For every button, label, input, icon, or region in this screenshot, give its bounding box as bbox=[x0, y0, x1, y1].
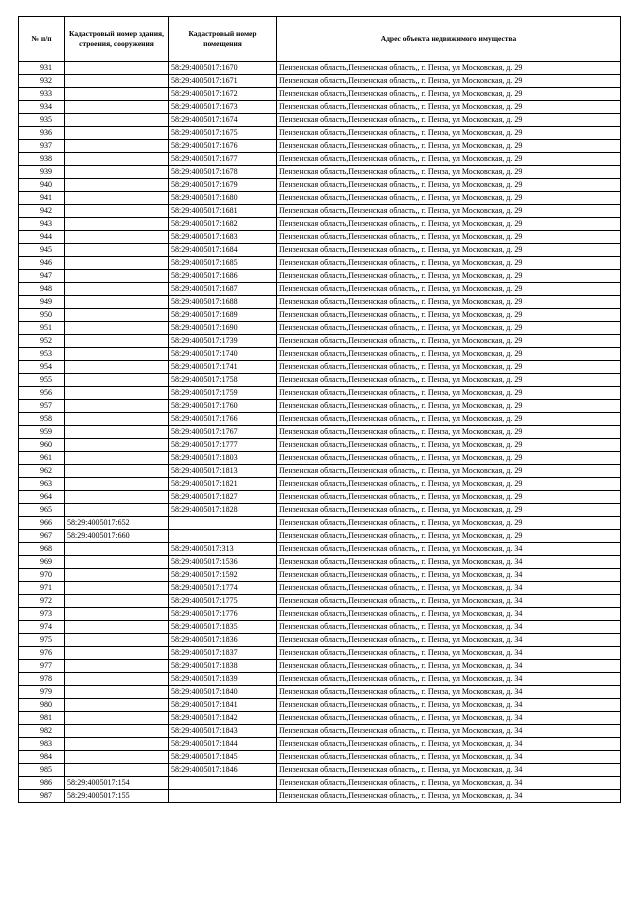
room-cadastral-cell: 58:29:4005017:1758 bbox=[169, 374, 277, 387]
address-cell: Пензенская область,Пензенская область,, г. Пенза, ул Московская, д. 29 bbox=[277, 192, 621, 205]
building-cadastral-cell bbox=[65, 660, 169, 673]
row-number: 967 bbox=[19, 530, 65, 543]
building-cadastral-cell bbox=[65, 387, 169, 400]
building-cadastral-cell bbox=[65, 88, 169, 101]
row-number: 971 bbox=[19, 582, 65, 595]
row-number: 934 bbox=[19, 101, 65, 114]
row-number: 984 bbox=[19, 751, 65, 764]
table-row bbox=[19, 608, 621, 621]
address-cell: Пензенская область,Пензенская область,, г. Пенза, ул Московская, д. 34 bbox=[277, 738, 621, 751]
table-row bbox=[19, 153, 621, 166]
row-number: 951 bbox=[19, 322, 65, 335]
address-cell: Пензенская область,Пензенская область,, г. Пенза, ул Московская, д. 29 bbox=[277, 361, 621, 374]
building-cadastral-cell bbox=[65, 231, 169, 244]
building-cadastral-cell bbox=[65, 244, 169, 257]
address-cell: Пензенская область,Пензенская область,, г. Пенза, ул Московская, д. 29 bbox=[277, 504, 621, 517]
address-cell: Пензенская область,Пензенская область,, г. Пенза, ул Московская, д. 29 bbox=[277, 101, 621, 114]
row-number: 981 bbox=[19, 712, 65, 725]
building-cadastral-cell: 58:29:4005017:652 bbox=[65, 517, 169, 530]
building-cadastral-cell bbox=[65, 127, 169, 140]
building-cadastral-cell bbox=[65, 348, 169, 361]
row-number: 942 bbox=[19, 205, 65, 218]
table-row bbox=[19, 582, 621, 595]
row-number: 959 bbox=[19, 426, 65, 439]
row-number: 944 bbox=[19, 231, 65, 244]
building-cadastral-cell bbox=[65, 426, 169, 439]
room-cadastral-cell: 58:29:4005017:1828 bbox=[169, 504, 277, 517]
table-row bbox=[19, 244, 621, 257]
room-cadastral-cell: 58:29:4005017:1739 bbox=[169, 335, 277, 348]
table-row bbox=[19, 335, 621, 348]
address-cell: Пензенская область,Пензенская область,, г. Пенза, ул Московская, д. 29 bbox=[277, 335, 621, 348]
building-cadastral-cell bbox=[65, 257, 169, 270]
address-cell: Пензенская область,Пензенская область,, г. Пенза, ул Московская, д. 29 bbox=[277, 153, 621, 166]
address-cell: Пензенская область,Пензенская область,, г. Пенза, ул Московская, д. 29 bbox=[277, 413, 621, 426]
room-cadastral-cell: 58:29:4005017:1673 bbox=[169, 101, 277, 114]
room-cadastral-cell: 58:29:4005017:1682 bbox=[169, 218, 277, 231]
row-number: 941 bbox=[19, 192, 65, 205]
table-row bbox=[19, 270, 621, 283]
row-number: 937 bbox=[19, 140, 65, 153]
address-cell: Пензенская область,Пензенская область,, г. Пенза, ул Московская, д. 34 bbox=[277, 556, 621, 569]
table-row bbox=[19, 530, 621, 543]
table-row bbox=[19, 322, 621, 335]
address-cell: Пензенская область,Пензенская область,, г. Пенза, ул Московская, д. 29 bbox=[277, 140, 621, 153]
room-cadastral-cell: 58:29:4005017:1827 bbox=[169, 491, 277, 504]
table-row bbox=[19, 790, 621, 803]
table-row bbox=[19, 88, 621, 101]
row-number: 947 bbox=[19, 270, 65, 283]
row-number: 955 bbox=[19, 374, 65, 387]
row-number: 953 bbox=[19, 348, 65, 361]
table-row bbox=[19, 62, 621, 75]
table-row bbox=[19, 504, 621, 517]
address-cell: Пензенская область,Пензенская область,, г. Пенза, ул Московская, д. 34 bbox=[277, 725, 621, 738]
room-cadastral-cell: 58:29:4005017:1670 bbox=[169, 62, 277, 75]
table-row bbox=[19, 231, 621, 244]
table-body bbox=[19, 62, 621, 803]
row-number: 983 bbox=[19, 738, 65, 751]
table-row bbox=[19, 140, 621, 153]
address-cell: Пензенская область,Пензенская область,, г. Пенза, ул Московская, д. 34 bbox=[277, 595, 621, 608]
building-cadastral-cell bbox=[65, 582, 169, 595]
row-number: 962 bbox=[19, 465, 65, 478]
building-cadastral-cell: 58:29:4005017:660 bbox=[65, 530, 169, 543]
row-number: 977 bbox=[19, 660, 65, 673]
room-cadastral-cell: 58:29:4005017:1775 bbox=[169, 595, 277, 608]
table-row bbox=[19, 543, 621, 556]
room-cadastral-cell: 58:29:4005017:1683 bbox=[169, 231, 277, 244]
building-cadastral-cell bbox=[65, 504, 169, 517]
room-cadastral-cell: 58:29:4005017:1776 bbox=[169, 608, 277, 621]
building-cadastral-cell bbox=[65, 413, 169, 426]
header-building-cadastral: Кадастровый номер здания, строения, сооружения bbox=[65, 17, 169, 62]
building-cadastral-cell bbox=[65, 764, 169, 777]
address-cell: Пензенская область,Пензенская область,, г. Пенза, ул Московская, д. 34 bbox=[277, 764, 621, 777]
row-number: 949 bbox=[19, 296, 65, 309]
room-cadastral-cell: 58:29:4005017:1846 bbox=[169, 764, 277, 777]
row-number: 952 bbox=[19, 335, 65, 348]
row-number: 939 bbox=[19, 166, 65, 179]
row-number: 975 bbox=[19, 634, 65, 647]
row-number: 935 bbox=[19, 114, 65, 127]
row-number: 974 bbox=[19, 621, 65, 634]
row-number: 965 bbox=[19, 504, 65, 517]
row-number: 972 bbox=[19, 595, 65, 608]
row-number: 938 bbox=[19, 153, 65, 166]
room-cadastral-cell: 58:29:4005017:1767 bbox=[169, 426, 277, 439]
room-cadastral-cell: 58:29:4005017:1777 bbox=[169, 439, 277, 452]
building-cadastral-cell bbox=[65, 751, 169, 764]
table-row bbox=[19, 660, 621, 673]
row-number: 948 bbox=[19, 283, 65, 296]
address-cell: Пензенская область,Пензенская область,, г. Пенза, ул Московская, д. 29 bbox=[277, 387, 621, 400]
address-cell: Пензенская область,Пензенская область,, г. Пенза, ул Московская, д. 29 bbox=[277, 270, 621, 283]
building-cadastral-cell bbox=[65, 361, 169, 374]
table-row bbox=[19, 192, 621, 205]
address-cell: Пензенская область,Пензенская область,, г. Пенза, ул Московская, д. 29 bbox=[277, 88, 621, 101]
room-cadastral-cell bbox=[169, 530, 277, 543]
table-row bbox=[19, 738, 621, 751]
table-row bbox=[19, 452, 621, 465]
table-row bbox=[19, 283, 621, 296]
room-cadastral-cell: 58:29:4005017:1836 bbox=[169, 634, 277, 647]
table-row bbox=[19, 634, 621, 647]
room-cadastral-cell: 58:29:4005017:1842 bbox=[169, 712, 277, 725]
building-cadastral-cell bbox=[65, 452, 169, 465]
building-cadastral-cell bbox=[65, 309, 169, 322]
table-row bbox=[19, 127, 621, 140]
room-cadastral-cell: 58:29:4005017:1536 bbox=[169, 556, 277, 569]
building-cadastral-cell: 58:29:4005017:155 bbox=[65, 790, 169, 803]
table-row bbox=[19, 426, 621, 439]
room-cadastral-cell: 58:29:4005017:1689 bbox=[169, 309, 277, 322]
row-number: 980 bbox=[19, 699, 65, 712]
building-cadastral-cell bbox=[65, 140, 169, 153]
address-cell: Пензенская область,Пензенская область,, г. Пенза, ул Московская, д. 29 bbox=[277, 179, 621, 192]
building-cadastral-cell bbox=[65, 101, 169, 114]
address-cell: Пензенская область,Пензенская область,, г. Пенза, ул Московская, д. 29 bbox=[277, 62, 621, 75]
address-cell: Пензенская область,Пензенская область,, г. Пенза, ул Московская, д. 29 bbox=[277, 439, 621, 452]
building-cadastral-cell bbox=[65, 322, 169, 335]
building-cadastral-cell bbox=[65, 374, 169, 387]
row-number: 940 bbox=[19, 179, 65, 192]
address-cell: Пензенская область,Пензенская область,, г. Пенза, ул Московская, д. 29 bbox=[277, 478, 621, 491]
room-cadastral-cell: 58:29:4005017:1672 bbox=[169, 88, 277, 101]
building-cadastral-cell bbox=[65, 218, 169, 231]
room-cadastral-cell: 58:29:4005017:1838 bbox=[169, 660, 277, 673]
building-cadastral-cell bbox=[65, 114, 169, 127]
address-cell: Пензенская область,Пензенская область,, г. Пенза, ул Московская, д. 34 bbox=[277, 699, 621, 712]
table-row bbox=[19, 101, 621, 114]
room-cadastral-cell: 58:29:4005017:1685 bbox=[169, 257, 277, 270]
row-number: 986 bbox=[19, 777, 65, 790]
address-cell: Пензенская область,Пензенская область,, г. Пенза, ул Московская, д. 34 bbox=[277, 673, 621, 686]
building-cadastral-cell bbox=[65, 75, 169, 88]
address-cell: Пензенская область,Пензенская область,, г. Пенза, ул Московская, д. 29 bbox=[277, 491, 621, 504]
address-cell: Пензенская область,Пензенская область,, г. Пенза, ул Московская, д. 34 bbox=[277, 634, 621, 647]
room-cadastral-cell: 58:29:4005017:1821 bbox=[169, 478, 277, 491]
room-cadastral-cell: 58:29:4005017:1678 bbox=[169, 166, 277, 179]
row-number: 936 bbox=[19, 127, 65, 140]
table-row bbox=[19, 374, 621, 387]
row-number: 966 bbox=[19, 517, 65, 530]
building-cadastral-cell bbox=[65, 166, 169, 179]
address-cell: Пензенская область,Пензенская область,, г. Пенза, ул Московская, д. 34 bbox=[277, 543, 621, 556]
room-cadastral-cell: 58:29:4005017:1686 bbox=[169, 270, 277, 283]
building-cadastral-cell bbox=[65, 569, 169, 582]
row-number: 970 bbox=[19, 569, 65, 582]
address-cell: Пензенская область,Пензенская область,, г. Пенза, ул Московская, д. 29 bbox=[277, 114, 621, 127]
row-number: 964 bbox=[19, 491, 65, 504]
room-cadastral-cell: 58:29:4005017:313 bbox=[169, 543, 277, 556]
row-number: 987 bbox=[19, 790, 65, 803]
table-row bbox=[19, 725, 621, 738]
table-row bbox=[19, 699, 621, 712]
address-cell: Пензенская область,Пензенская область,, г. Пенза, ул Московская, д. 29 bbox=[277, 296, 621, 309]
address-cell: Пензенская область,Пензенская область,, г. Пенза, ул Московская, д. 29 bbox=[277, 530, 621, 543]
address-cell: Пензенская область,Пензенская область,, г. Пенза, ул Московская, д. 29 bbox=[277, 244, 621, 257]
room-cadastral-cell: 58:29:4005017:1839 bbox=[169, 673, 277, 686]
address-cell: Пензенская область,Пензенская область,, г. Пенза, ул Московская, д. 29 bbox=[277, 322, 621, 335]
row-number: 956 bbox=[19, 387, 65, 400]
room-cadastral-cell: 58:29:4005017:1687 bbox=[169, 283, 277, 296]
table-row bbox=[19, 764, 621, 777]
room-cadastral-cell: 58:29:4005017:1835 bbox=[169, 621, 277, 634]
building-cadastral-cell bbox=[65, 686, 169, 699]
room-cadastral-cell: 58:29:4005017:1675 bbox=[169, 127, 277, 140]
property-table bbox=[18, 16, 621, 803]
building-cadastral-cell bbox=[65, 439, 169, 452]
header-address: Адрес объекта недвижимого имущества bbox=[277, 17, 621, 62]
room-cadastral-cell: 58:29:4005017:1840 bbox=[169, 686, 277, 699]
table-row bbox=[19, 439, 621, 452]
building-cadastral-cell bbox=[65, 296, 169, 309]
building-cadastral-cell bbox=[65, 712, 169, 725]
room-cadastral-cell: 58:29:4005017:1684 bbox=[169, 244, 277, 257]
room-cadastral-cell: 58:29:4005017:1841 bbox=[169, 699, 277, 712]
table-row bbox=[19, 465, 621, 478]
building-cadastral-cell bbox=[65, 270, 169, 283]
room-cadastral-cell: 58:29:4005017:1741 bbox=[169, 361, 277, 374]
row-number: 976 bbox=[19, 647, 65, 660]
table-row bbox=[19, 569, 621, 582]
room-cadastral-cell: 58:29:4005017:1671 bbox=[169, 75, 277, 88]
header-room-cadastral: Кадастровый номер помещения bbox=[169, 17, 277, 62]
row-number: 954 bbox=[19, 361, 65, 374]
building-cadastral-cell bbox=[65, 153, 169, 166]
table-row bbox=[19, 75, 621, 88]
address-cell: Пензенская область,Пензенская область,, г. Пенза, ул Московская, д. 29 bbox=[277, 231, 621, 244]
table-row bbox=[19, 751, 621, 764]
table-row bbox=[19, 309, 621, 322]
room-cadastral-cell: 58:29:4005017:1677 bbox=[169, 153, 277, 166]
row-number: 985 bbox=[19, 764, 65, 777]
room-cadastral-cell: 58:29:4005017:1766 bbox=[169, 413, 277, 426]
address-cell: Пензенская область,Пензенская область,, г. Пенза, ул Московская, д. 29 bbox=[277, 400, 621, 413]
building-cadastral-cell bbox=[65, 179, 169, 192]
address-cell: Пензенская область,Пензенская область,, г. Пенза, ул Московская, д. 34 bbox=[277, 608, 621, 621]
room-cadastral-cell bbox=[169, 777, 277, 790]
room-cadastral-cell: 58:29:4005017:1844 bbox=[169, 738, 277, 751]
address-cell: Пензенская область,Пензенская область,, г. Пенза, ул Московская, д. 34 bbox=[277, 686, 621, 699]
address-cell: Пензенская область,Пензенская область,, г. Пенза, ул Московская, д. 34 bbox=[277, 647, 621, 660]
building-cadastral-cell bbox=[65, 478, 169, 491]
building-cadastral-cell bbox=[65, 699, 169, 712]
room-cadastral-cell: 58:29:4005017:1845 bbox=[169, 751, 277, 764]
building-cadastral-cell bbox=[65, 621, 169, 634]
address-cell: Пензенская область,Пензенская область,, г. Пенза, ул Московская, д. 29 bbox=[277, 452, 621, 465]
address-cell: Пензенская область,Пензенская область,, г. Пенза, ул Московская, д. 29 bbox=[277, 218, 621, 231]
building-cadastral-cell bbox=[65, 647, 169, 660]
address-cell: Пензенская область,Пензенская область,, г. Пенза, ул Московская, д. 29 bbox=[277, 517, 621, 530]
building-cadastral-cell: 58:29:4005017:154 bbox=[65, 777, 169, 790]
address-cell: Пензенская область,Пензенская область,, г. Пенза, ул Московская, д. 29 bbox=[277, 465, 621, 478]
table-row bbox=[19, 478, 621, 491]
row-number: 982 bbox=[19, 725, 65, 738]
row-number: 968 bbox=[19, 543, 65, 556]
table-row bbox=[19, 517, 621, 530]
building-cadastral-cell bbox=[65, 543, 169, 556]
building-cadastral-cell bbox=[65, 491, 169, 504]
room-cadastral-cell: 58:29:4005017:1760 bbox=[169, 400, 277, 413]
building-cadastral-cell bbox=[65, 595, 169, 608]
row-number: 979 bbox=[19, 686, 65, 699]
building-cadastral-cell bbox=[65, 673, 169, 686]
row-number: 958 bbox=[19, 413, 65, 426]
address-cell: Пензенская область,Пензенская область,, г. Пенза, ул Московская, д. 34 bbox=[277, 660, 621, 673]
table-row bbox=[19, 686, 621, 699]
table-row bbox=[19, 114, 621, 127]
room-cadastral-cell bbox=[169, 790, 277, 803]
room-cadastral-cell: 58:29:4005017:1803 bbox=[169, 452, 277, 465]
address-cell: Пензенская область,Пензенская область,, г. Пенза, ул Московская, д. 29 bbox=[277, 257, 621, 270]
row-number: 946 bbox=[19, 257, 65, 270]
table-row bbox=[19, 166, 621, 179]
address-cell: Пензенская область,Пензенская область,, г. Пенза, ул Московская, д. 29 bbox=[277, 205, 621, 218]
table-row bbox=[19, 296, 621, 309]
address-cell: Пензенская область,Пензенская область,, г. Пенза, ул Московская, д. 34 bbox=[277, 777, 621, 790]
address-cell: Пензенская область,Пензенская область,, г. Пенза, ул Московская, д. 34 bbox=[277, 751, 621, 764]
table-header bbox=[19, 17, 621, 62]
table-row bbox=[19, 413, 621, 426]
row-number: 932 bbox=[19, 75, 65, 88]
room-cadastral-cell: 58:29:4005017:1676 bbox=[169, 140, 277, 153]
building-cadastral-cell bbox=[65, 400, 169, 413]
row-number: 957 bbox=[19, 400, 65, 413]
building-cadastral-cell bbox=[65, 335, 169, 348]
building-cadastral-cell bbox=[65, 634, 169, 647]
building-cadastral-cell bbox=[65, 725, 169, 738]
room-cadastral-cell: 58:29:4005017:1680 bbox=[169, 192, 277, 205]
row-number: 960 bbox=[19, 439, 65, 452]
row-number: 933 bbox=[19, 88, 65, 101]
room-cadastral-cell bbox=[169, 517, 277, 530]
room-cadastral-cell: 58:29:4005017:1774 bbox=[169, 582, 277, 595]
row-number: 963 bbox=[19, 478, 65, 491]
table-row bbox=[19, 361, 621, 374]
address-cell: Пензенская область,Пензенская область,, г. Пенза, ул Московская, д. 29 bbox=[277, 283, 621, 296]
building-cadastral-cell bbox=[65, 283, 169, 296]
building-cadastral-cell bbox=[65, 738, 169, 751]
row-number: 931 bbox=[19, 62, 65, 75]
table-row bbox=[19, 673, 621, 686]
row-number: 973 bbox=[19, 608, 65, 621]
table-row bbox=[19, 218, 621, 231]
row-number: 943 bbox=[19, 218, 65, 231]
address-cell: Пензенская область,Пензенская область,, г. Пенза, ул Московская, д. 29 bbox=[277, 166, 621, 179]
address-cell: Пензенская область,Пензенская область,, г. Пенза, ул Московская, д. 29 bbox=[277, 374, 621, 387]
address-cell: Пензенская область,Пензенская область,, г. Пенза, ул Московская, д. 29 bbox=[277, 127, 621, 140]
row-number: 978 bbox=[19, 673, 65, 686]
table-row bbox=[19, 621, 621, 634]
table-row bbox=[19, 179, 621, 192]
address-cell: Пензенская область,Пензенская область,, г. Пенза, ул Московская, д. 34 bbox=[277, 621, 621, 634]
address-cell: Пензенская область,Пензенская область,, г. Пенза, ул Московская, д. 34 bbox=[277, 582, 621, 595]
address-cell: Пензенская область,Пензенская область,, г. Пенза, ул Московская, д. 34 bbox=[277, 790, 621, 803]
row-number: 969 bbox=[19, 556, 65, 569]
table-row bbox=[19, 647, 621, 660]
room-cadastral-cell: 58:29:4005017:1674 bbox=[169, 114, 277, 127]
building-cadastral-cell bbox=[65, 62, 169, 75]
room-cadastral-cell: 58:29:4005017:1681 bbox=[169, 205, 277, 218]
address-cell: Пензенская область,Пензенская область,, г. Пенза, ул Московская, д. 29 bbox=[277, 309, 621, 322]
room-cadastral-cell: 58:29:4005017:1679 bbox=[169, 179, 277, 192]
building-cadastral-cell bbox=[65, 205, 169, 218]
table-row bbox=[19, 205, 621, 218]
table-row bbox=[19, 400, 621, 413]
table-row bbox=[19, 777, 621, 790]
room-cadastral-cell: 58:29:4005017:1759 bbox=[169, 387, 277, 400]
address-cell: Пензенская область,Пензенская область,, г. Пенза, ул Московская, д. 29 bbox=[277, 75, 621, 88]
building-cadastral-cell bbox=[65, 608, 169, 621]
document-page bbox=[18, 16, 620, 803]
room-cadastral-cell: 58:29:4005017:1837 bbox=[169, 647, 277, 660]
room-cadastral-cell: 58:29:4005017:1740 bbox=[169, 348, 277, 361]
building-cadastral-cell bbox=[65, 556, 169, 569]
row-number: 950 bbox=[19, 309, 65, 322]
building-cadastral-cell bbox=[65, 465, 169, 478]
room-cadastral-cell: 58:29:4005017:1690 bbox=[169, 322, 277, 335]
table-row bbox=[19, 712, 621, 725]
address-cell: Пензенская область,Пензенская область,, г. Пенза, ул Московская, д. 34 bbox=[277, 569, 621, 582]
address-cell: Пензенская область,Пензенская область,, г. Пенза, ул Московская, д. 29 bbox=[277, 426, 621, 439]
room-cadastral-cell: 58:29:4005017:1592 bbox=[169, 569, 277, 582]
table-row bbox=[19, 348, 621, 361]
building-cadastral-cell bbox=[65, 192, 169, 205]
address-cell: Пензенская область,Пензенская область,, г. Пенза, ул Московская, д. 29 bbox=[277, 348, 621, 361]
address-cell: Пензенская область,Пензенская область,, г. Пенза, ул Московская, д. 34 bbox=[277, 712, 621, 725]
table-row bbox=[19, 387, 621, 400]
table-row bbox=[19, 491, 621, 504]
table-row bbox=[19, 595, 621, 608]
room-cadastral-cell: 58:29:4005017:1688 bbox=[169, 296, 277, 309]
table-row bbox=[19, 556, 621, 569]
row-number: 961 bbox=[19, 452, 65, 465]
room-cadastral-cell: 58:29:4005017:1813 bbox=[169, 465, 277, 478]
table-row bbox=[19, 257, 621, 270]
header-number: № п/п bbox=[19, 17, 65, 62]
room-cadastral-cell: 58:29:4005017:1843 bbox=[169, 725, 277, 738]
row-number: 945 bbox=[19, 244, 65, 257]
